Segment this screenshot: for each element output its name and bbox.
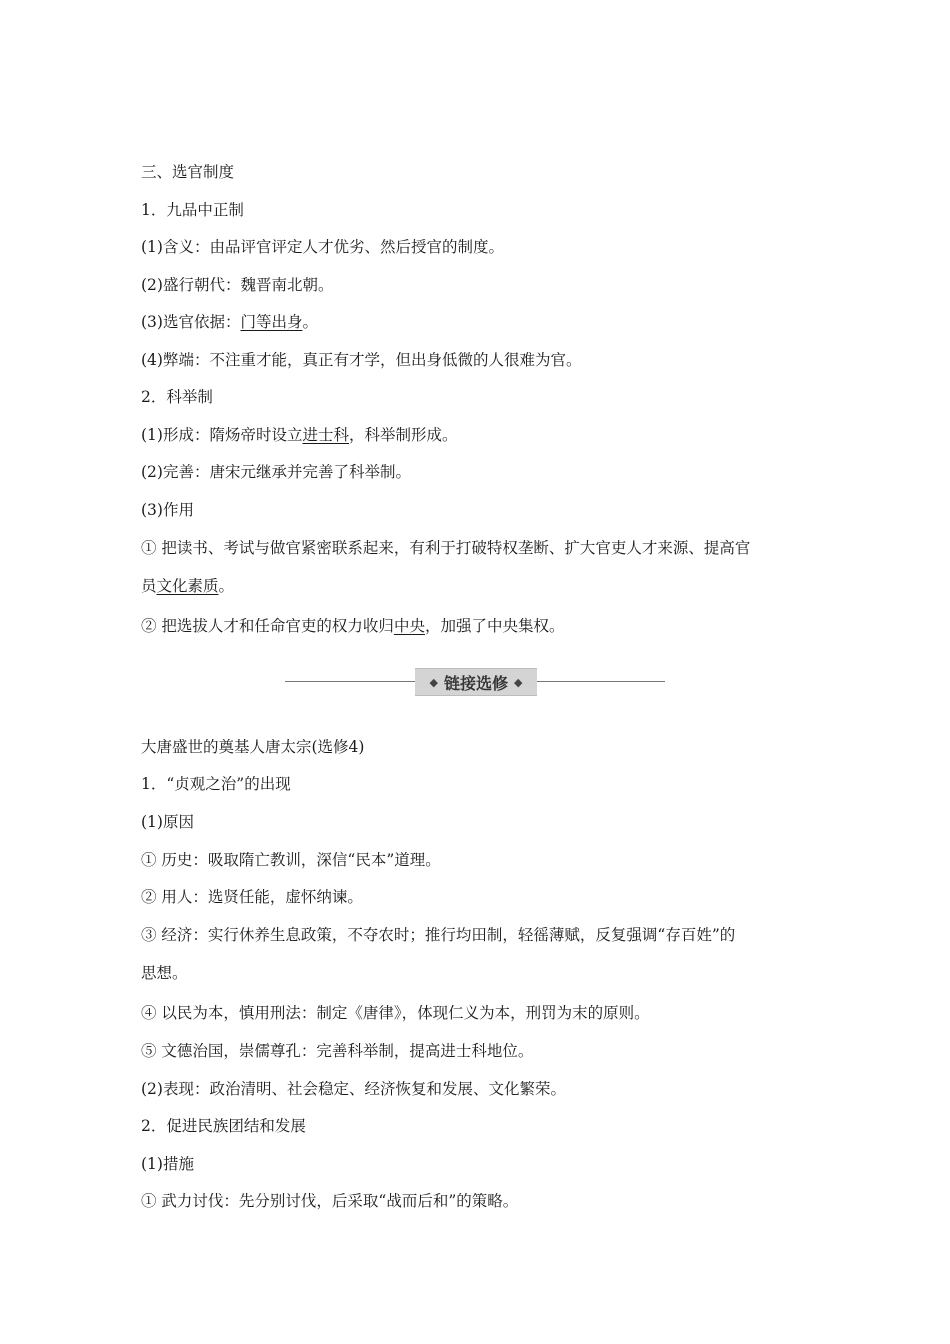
paragraph: (1)原因	[141, 813, 194, 831]
paragraph: ① 历史：吸取隋亡教训，深信“民本”道理。	[141, 851, 441, 869]
paragraph: (3)作用	[141, 501, 194, 519]
text-span: ② 把选拔人才和任命官吏的权力收归	[141, 617, 394, 635]
subsection-title: 1．九品中正制	[141, 201, 244, 219]
text-span: (3)选官依据：	[141, 313, 241, 331]
section-title: 三、选官制度	[141, 163, 235, 181]
subsection-title: 1．“贞观之治”的出现	[141, 775, 291, 793]
paragraph: (2)表现：政治清明、社会稳定、经济恢复和发展、文化繁荣。	[141, 1080, 566, 1098]
paragraph: ② 用人：选贤任能，虚怀纳谏。	[141, 888, 363, 906]
underlined-answer: 中央	[393, 617, 425, 635]
paragraph	[141, 424, 458, 446]
text-span: (1)形成：隋炀帝时设立	[141, 426, 303, 444]
text-span: ，加强了中央集权。	[424, 617, 565, 635]
paragraph: (1)含义：由品评官评定人才优劣、然后授官的制度。	[141, 238, 504, 256]
underlined-answer: 文化素质	[156, 577, 219, 595]
paragraph: ① 把读书、考试与做官紧密联系起来，有利于打破特权垄断、扩大官吏人才来源、提高官	[141, 539, 751, 557]
paragraph	[141, 311, 318, 333]
section-title: 大唐盛世的奠基人唐太宗(选修4)	[141, 738, 365, 756]
paragraph: (2)盛行朝代：魏晋南北朝。	[141, 276, 334, 294]
underlined-answer: 门等出身	[240, 313, 303, 331]
paragraph: ⑤ 文德治国，崇儒尊孔：完善科举制，提高进士科地位。	[141, 1042, 534, 1060]
text-span: 员	[141, 577, 157, 595]
paragraph	[141, 615, 564, 637]
paragraph: (4)弊端：不注重才能，真正有才学，但出身低微的人很难为官。	[141, 351, 582, 369]
paragraph: ① 武力讨伐：先分别讨伐，后采取“战而后和”的策略。	[141, 1192, 519, 1210]
text-span: 。	[302, 313, 318, 331]
paragraph: ③ 经济：实行休养生息政策，不夺农时；推行均田制，轻徭薄赋，反复强调“存百姓”的	[141, 926, 736, 944]
text-span: ，科举制形成。	[348, 426, 458, 444]
diamond-icon: ◆	[429, 675, 438, 689]
paragraph: (1)措施	[141, 1155, 194, 1173]
paragraph: ④ 以民为本，慎用刑法：制定《唐律》，体现仁义为本，刑罚为末的原则。	[141, 1004, 650, 1022]
paragraph: 思想。	[141, 964, 188, 982]
underlined-answer: 进士科	[302, 426, 349, 444]
paragraph	[141, 575, 234, 597]
paragraph: (2)完善：唐宋元继承并完善了科举制。	[141, 463, 411, 481]
elective-link-divider	[285, 668, 665, 696]
text-span: 。	[218, 577, 235, 595]
subsection-title: 2．科举制	[141, 388, 213, 406]
diamond-icon: ◆	[514, 675, 523, 689]
badge-label: 链接选修	[443, 673, 508, 693]
divider-rule-right	[537, 681, 665, 682]
divider-rule-left	[285, 681, 415, 682]
subsection-title: 2．促进民族团结和发展	[141, 1117, 306, 1135]
elective-link-badge	[415, 668, 537, 696]
